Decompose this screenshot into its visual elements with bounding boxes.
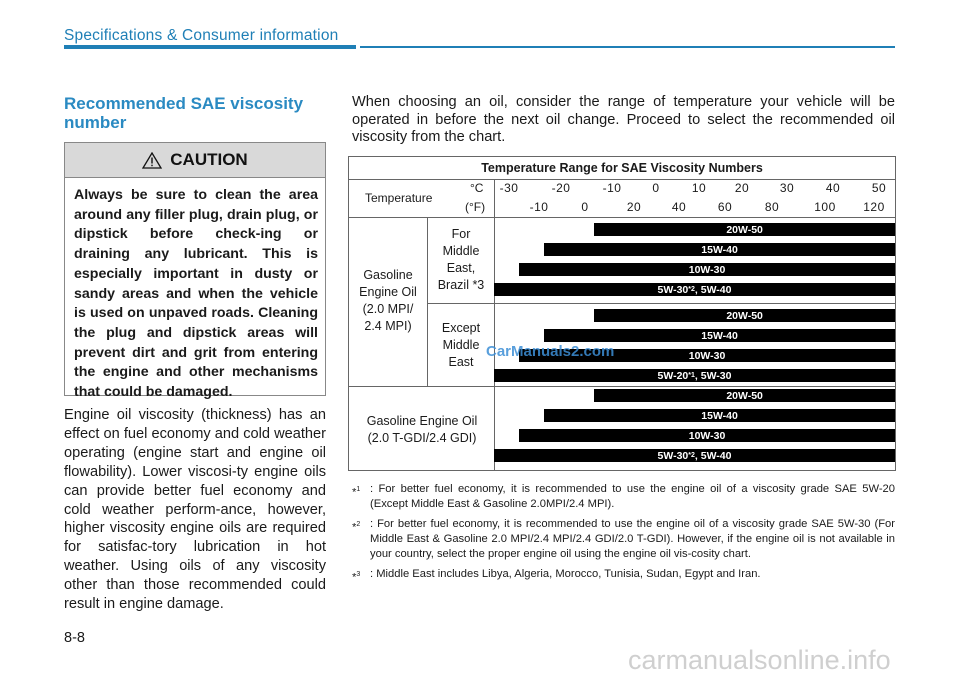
footnote-mark: *$^1$ [352,486,361,499]
footnote-text: : For better fuel economy, it is recommended to use the engine oil of a viscosity grade SAE 5W-20 (Except Middle East & Gasoline 2.0MPI/2.4 MPI). [370,483,895,510]
warning-triangle-icon [142,152,162,169]
tick-c: 40 [825,181,841,195]
table-rule [427,303,895,304]
tick-f: 0 [581,200,589,214]
unit-fahrenheit: (°F) [465,200,486,214]
section-heading: Recommended SAE viscosity number [64,94,304,132]
engine-label-mpi: Gasoline Engine Oil (2.0 MPI/ 2.4 MPI) [359,268,417,333]
viscosity-bar: 20W-50 [594,223,895,236]
viscosity-bar: 10W-30 [519,429,895,442]
viscosity-bar: 10W-30 [519,263,895,276]
unit-celsius: °C [470,181,484,195]
caution-box [64,142,326,401]
viscosity-table [348,156,896,471]
table-title: Temperature Range for SAE Viscosity Numbers [481,161,763,175]
viscosity-bar: 5W-20 *1 , 5W-30 [494,369,895,382]
table-rule [349,217,895,218]
footnote-text: : For better fuel economy, it is recommended to use the engine oil of a viscosity grade SAE 5W-30 (For Middle East & Gasoline 2.0 MPI/2.4 MPI/2.4 GDI/2.0 T-GDI). However, if the engine oil is not available in your country, select the proper engine oil using the engine oil vis-cosity chart. [370,518,895,560]
tick-c: -30 [499,181,519,195]
caution-text: Always be sure to clean the area around any filler plug, drain plug, or dipstick before check-ing or draining any lubricant. This is especially important in dusty or sandy areas and when the vehicle is used on unpaved roads. Cleaning the plug and dipstick areas will prevent dirt and grit from entering the engine and other mechanisms that could be damaged. [74,187,318,401]
footnotes [352,482,895,587]
viscosity-bar: 10W-30 [519,349,895,362]
page-number: 8-8 [64,630,85,646]
viscosity-bar: 5W-30 *2 , 5W-40 [494,283,895,296]
table-rule [427,217,428,386]
footnote-mark: *$^2$ [352,521,361,534]
watermark-link[interactable]: CarManuals2.com [486,343,615,360]
body-paragraph: Engine oil viscosity (thickness) has an effect on fuel economy and cold weather operating (engine start and engine oil flowability). Lower viscosi-ty engine oils can provide better fuel economy and cold weather perform-ance, however, higher viscosity engine oils are required for satisfac-tory lubrication in hot weather. Using oils of any viscosity other than those recommended could result in engine damage. [64,407,326,613]
viscosity-bar: 20W-50 [594,389,895,402]
table-rule [494,179,495,470]
tick-c: 0 [652,181,660,195]
footnote-text: : Middle East includes Libya, Algeria, Morocco, Tunisia, Sudan, Egypt and Iran. [370,568,761,580]
table-rule [349,386,895,387]
region-label-except: Except Middle East [441,321,481,369]
caution-title: CAUTION [170,150,248,169]
tick-c: 10 [691,181,707,195]
tick-c: -10 [602,181,622,195]
viscosity-bar: 5W-30 *2 , 5W-40 [494,449,895,462]
tick-f: 60 [717,200,733,214]
tick-c: 30 [779,181,795,195]
viscosity-bar: 20W-50 [594,309,895,322]
footnote [352,482,895,512]
tick-f: 120 [863,200,885,214]
tick-c: 50 [871,181,887,195]
section-title: Specifications & Consumer information [64,27,339,44]
region-label-middle-east: For Middle East, Brazil *3 [437,227,485,292]
engine-label-gdi: Gasoline Engine Oil (2.0 T-GDI/2.4 GDI) [366,414,478,445]
viscosity-bar: 15W-40 [544,409,895,422]
tick-c: 20 [734,181,750,195]
tick-c: -20 [551,181,571,195]
footnote [352,517,895,562]
table-rule [349,179,895,180]
footnote-mark: *$^3$ [352,571,361,584]
viscosity-bar: 15W-40 [544,329,895,342]
watermark-site: carmanualsonline.info [628,645,891,675]
tick-f: 100 [814,200,836,214]
tick-f: 20 [626,200,642,214]
tick-f: 80 [764,200,780,214]
title-rule [64,45,356,49]
tick-f: -10 [529,200,549,214]
tick-f: 40 [671,200,687,214]
title-rule-thin [360,46,895,48]
footnote [352,567,895,582]
temperature-label: Temperature [365,191,433,205]
viscosity-bar: 15W-40 [544,243,895,256]
caution-header [65,143,325,178]
intro-paragraph: When choosing an oil, consider the range of temperature your vehicle will be operated in before the next oil change. Proceed to select the recommended oil viscosity from the chart. [352,94,895,145]
